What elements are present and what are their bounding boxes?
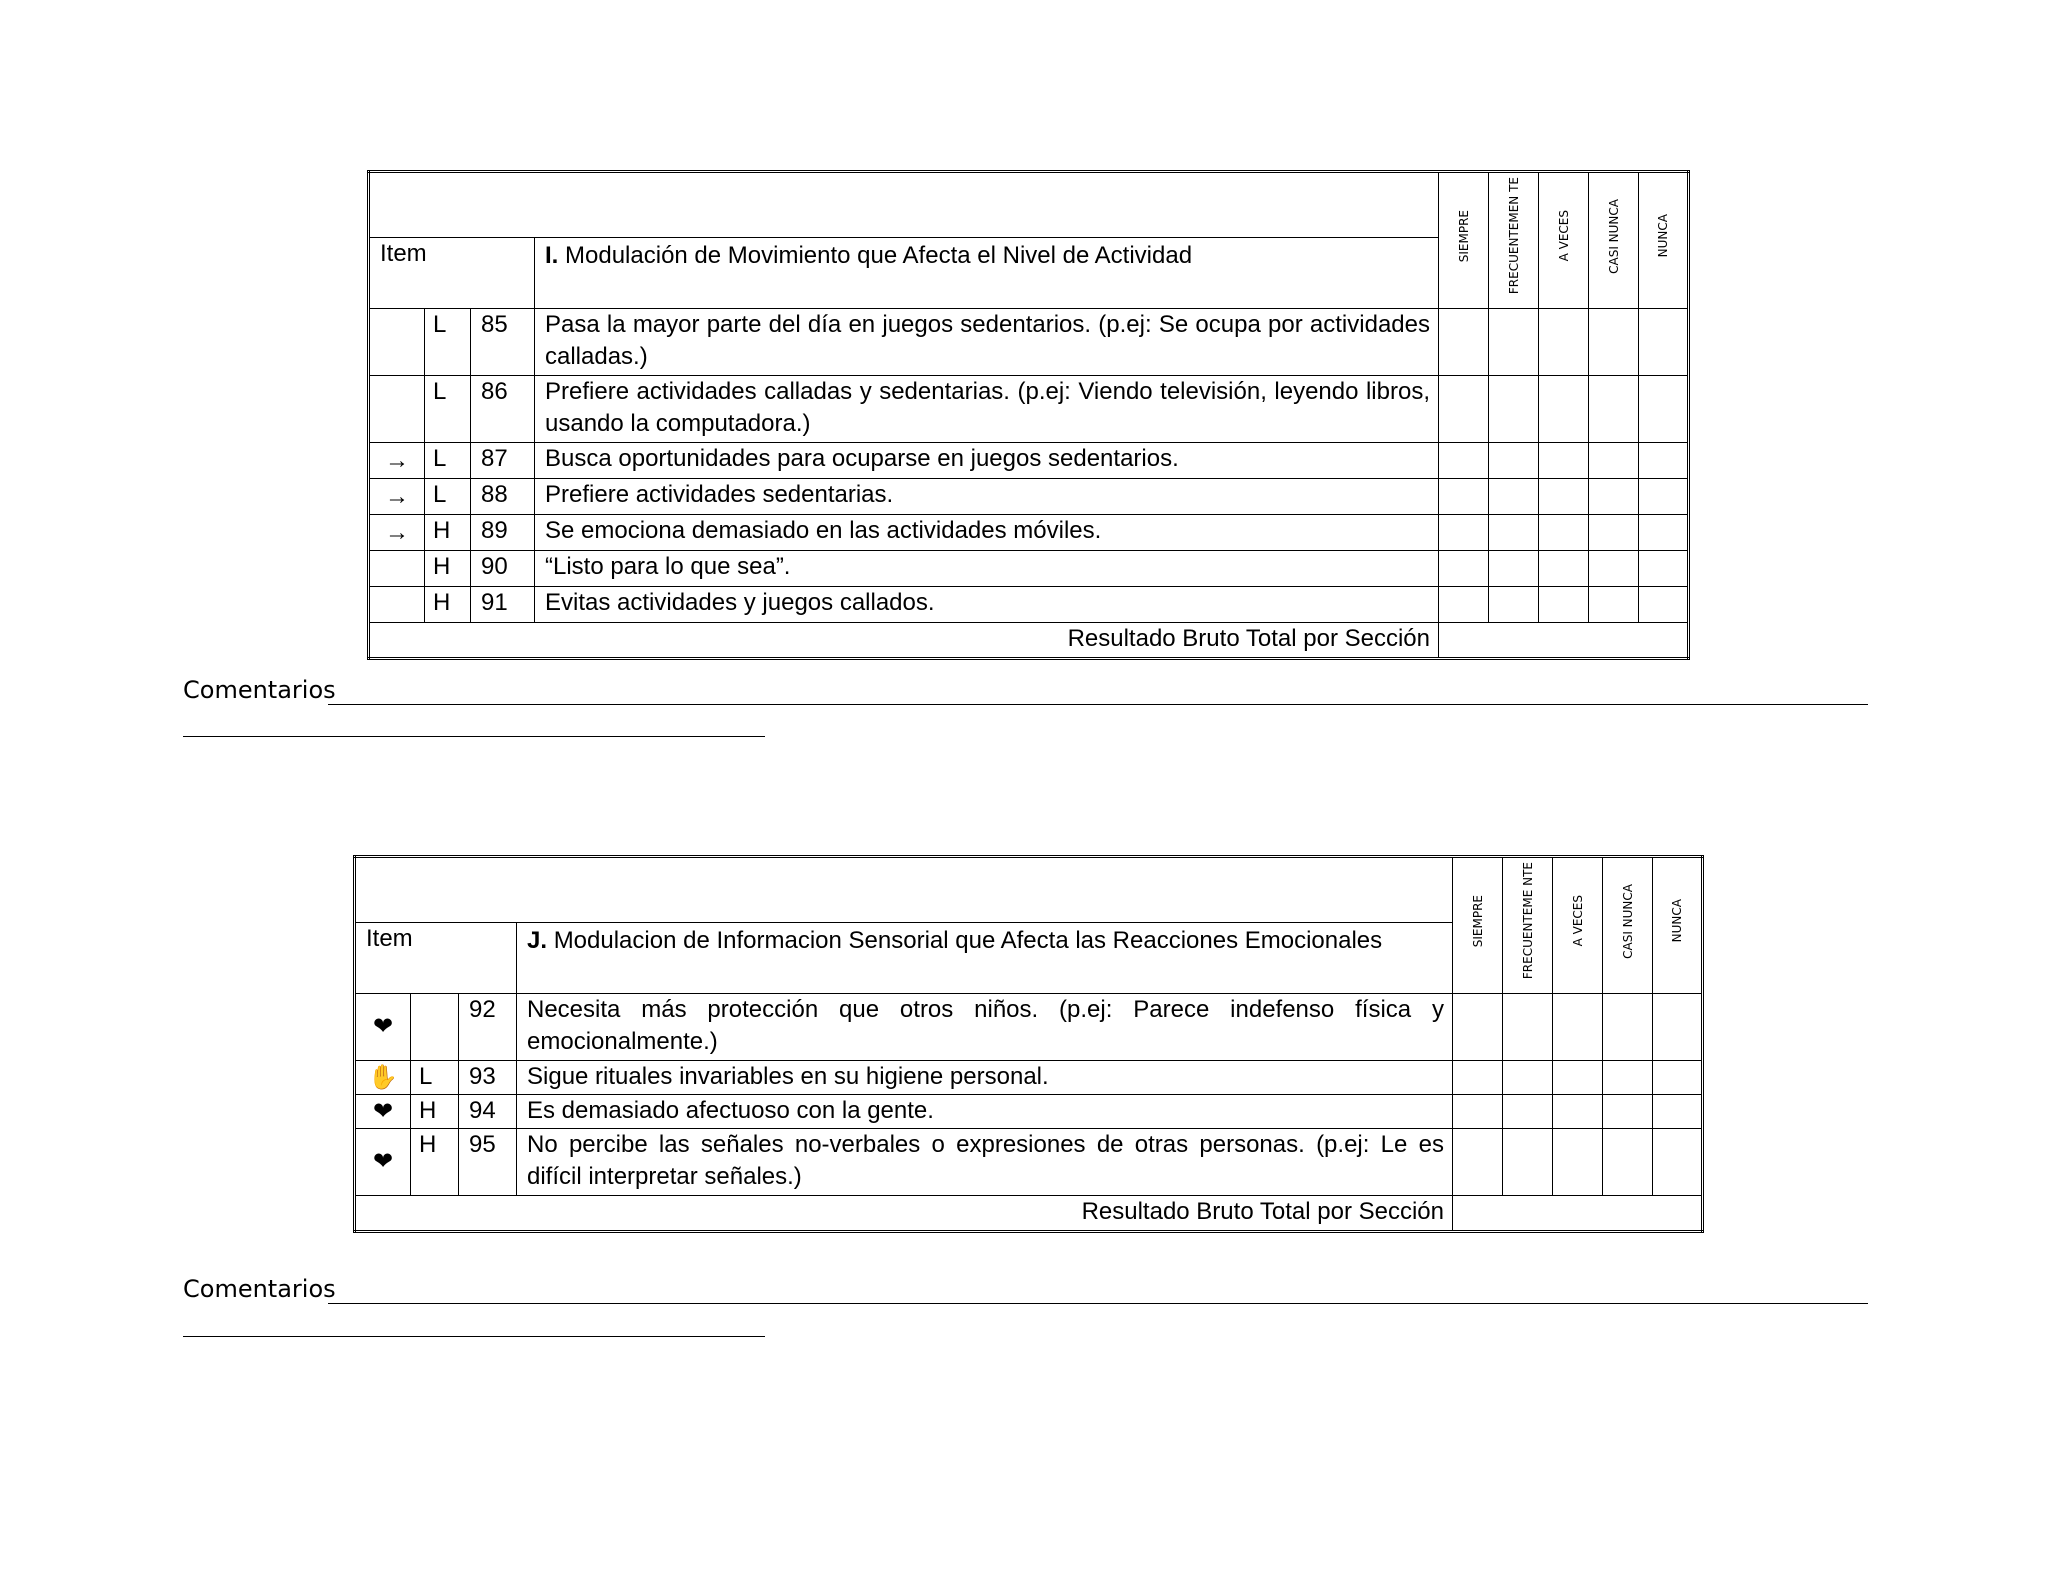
response-cell[interactable] (1503, 1095, 1553, 1129)
heart-icon: ❤ (355, 994, 411, 1061)
section-i-header-blank (369, 172, 1439, 238)
response-cell[interactable] (1489, 309, 1539, 376)
response-cell[interactable] (1539, 551, 1589, 587)
item-description: Se emociona demasiado en las actividades móviles. (535, 515, 1439, 551)
arrow-right-icon: → (369, 443, 425, 479)
response-cell[interactable] (1439, 479, 1489, 515)
column-header-frecuentemente: FRECUENTEME NTE (1503, 857, 1553, 994)
response-cell[interactable] (1489, 551, 1539, 587)
response-cell[interactable] (1539, 309, 1589, 376)
response-cell[interactable] (1539, 376, 1589, 443)
comments-label: Comentarios (183, 1275, 336, 1303)
table-row: L 86 Prefiere actividades calladas y sedentarias. (p.ej: Viendo televisión, leyendo libros, usando la computadora.) (369, 376, 1689, 443)
response-cell[interactable] (1439, 515, 1489, 551)
response-cell[interactable] (1503, 994, 1553, 1061)
response-cell[interactable] (1489, 515, 1539, 551)
response-cell[interactable] (1539, 479, 1589, 515)
column-header-frecuentemente: FRECUENTEMEN TE (1489, 172, 1539, 309)
response-cell[interactable] (1439, 551, 1489, 587)
response-cell[interactable] (1639, 479, 1689, 515)
response-cell[interactable] (1653, 1129, 1703, 1196)
section-i-title: I. Modulación de Movimiento que Afecta el Nivel de Actividad (535, 238, 1439, 309)
comments-label: Comentarios (183, 676, 336, 704)
response-cell[interactable] (1439, 443, 1489, 479)
response-cell[interactable] (1453, 1095, 1503, 1129)
response-cell[interactable] (1603, 994, 1653, 1061)
table-row: H 91 Evitas actividades y juegos callados. (369, 587, 1689, 623)
response-cell[interactable] (1439, 587, 1489, 623)
response-cell[interactable] (1653, 994, 1703, 1061)
section-j-title: J. Modulacion de Informacion Sensorial que Afecta las Reacciones Emocionales (517, 923, 1453, 994)
response-cell[interactable] (1589, 515, 1639, 551)
table-row: ✋ L 93 Sigue rituales invariables en su higiene personal. (355, 1061, 1703, 1095)
column-header-siempre: SIEMPRE (1439, 172, 1489, 309)
response-cell[interactable] (1553, 1061, 1603, 1095)
item-description: Es demasiado afectuoso con la gente. (517, 1095, 1453, 1129)
comments-input-line-2[interactable] (183, 1318, 765, 1337)
comments-input-line[interactable] (328, 674, 1868, 705)
total-row (369, 623, 1689, 659)
table-row: L 85 Pasa la mayor parte del día en juegos sedentarios. (p.ej: Se ocupa por actividades calladas.) (369, 309, 1689, 376)
response-cell[interactable] (1603, 1095, 1653, 1129)
response-cell[interactable] (1439, 376, 1489, 443)
item-header: Item (369, 238, 535, 309)
response-cell[interactable] (1653, 1061, 1703, 1095)
item-header: Item (355, 923, 517, 994)
response-cell[interactable] (1639, 309, 1689, 376)
table-row: ❤ H 94 Es demasiado afectuoso con la gente. (355, 1095, 1703, 1129)
table-row: H 90 “Listo para lo que sea”. (369, 551, 1689, 587)
column-header-a-veces: A VECES (1539, 172, 1589, 309)
response-cell[interactable] (1439, 309, 1489, 376)
column-header-casi-nunca: CASI NUNCA (1603, 857, 1653, 994)
total-label: Resultado Bruto Total por Sección (355, 1196, 1453, 1232)
comments-input-line[interactable] (328, 1273, 1868, 1304)
item-description: Busca oportunidades para ocuparse en juegos sedentarios. (535, 443, 1439, 479)
response-cell[interactable] (1603, 1129, 1653, 1196)
response-cell[interactable] (1589, 479, 1639, 515)
table-row: → H 89 Se emociona demasiado en las actividades móviles. (369, 515, 1689, 551)
total-row (355, 1196, 1703, 1232)
response-cell[interactable] (1553, 1095, 1603, 1129)
item-description: Pasa la mayor parte del día en juegos sedentarios. (p.ej: Se ocupa por actividades calladas.) (535, 309, 1439, 376)
response-cell[interactable] (1589, 309, 1639, 376)
response-cell[interactable] (1639, 515, 1689, 551)
heart-icon: ❤ (355, 1129, 411, 1196)
response-cell[interactable] (1489, 587, 1539, 623)
response-cell[interactable] (1503, 1061, 1553, 1095)
response-cell[interactable] (1453, 994, 1503, 1061)
arrow-right-icon: → (369, 515, 425, 551)
column-header-siempre: SIEMPRE (1453, 857, 1503, 994)
response-cell[interactable] (1603, 1061, 1653, 1095)
table-row: → L 88 Prefiere actividades sedentarias. (369, 479, 1689, 515)
response-cell[interactable] (1639, 376, 1689, 443)
item-description: “Listo para lo que sea”. (535, 551, 1439, 587)
response-cell[interactable] (1453, 1129, 1503, 1196)
total-label: Resultado Bruto Total por Sección (369, 623, 1439, 659)
response-cell[interactable] (1539, 587, 1589, 623)
section-j-header-blank (355, 857, 1453, 923)
arrow-right-icon: → (369, 479, 425, 515)
section-i-table (367, 170, 1690, 660)
response-cell[interactable] (1539, 443, 1589, 479)
table-row: → L 87 Busca oportunidades para ocuparse en juegos sedentarios. (369, 443, 1689, 479)
item-description: No percibe las señales no-verbales o expresiones de otras personas. (p.ej: Le es difícil interpretar señales.) (517, 1129, 1453, 1196)
item-description: Prefiere actividades sedentarias. (535, 479, 1439, 515)
response-cell[interactable] (1639, 443, 1689, 479)
response-cell[interactable] (1553, 994, 1603, 1061)
item-description: Evitas actividades y juegos callados. (535, 587, 1439, 623)
column-header-nunca: NUNCA (1639, 172, 1689, 309)
response-cell[interactable] (1589, 587, 1639, 623)
heart-icon: ❤ (355, 1095, 411, 1129)
response-cell[interactable] (1503, 1129, 1553, 1196)
response-cell[interactable] (1553, 1129, 1603, 1196)
response-cell[interactable] (1589, 376, 1639, 443)
column-header-nunca: NUNCA (1653, 857, 1703, 994)
section-j-table (353, 855, 1704, 1233)
table-row: ❤ H 95 No percibe las señales no-verbales o expresiones de otras personas. (p.ej: Le es difícil interpretar señales.) (355, 1129, 1703, 1196)
response-cell[interactable] (1539, 515, 1589, 551)
response-cell[interactable] (1489, 443, 1539, 479)
table-row: ❤ 92 Necesita más protección que otros niños. (p.ej: Parece indefenso física y emocionalmente.) (355, 994, 1703, 1061)
column-header-casi-nunca: CASI NUNCA (1589, 172, 1639, 309)
hand-icon: ✋ (355, 1061, 411, 1095)
response-cell[interactable] (1489, 479, 1539, 515)
item-description: Sigue rituales invariables en su higiene personal. (517, 1061, 1453, 1095)
comments-input-line-2[interactable] (183, 718, 765, 737)
response-cell[interactable] (1653, 1095, 1703, 1129)
response-cell[interactable] (1639, 551, 1689, 587)
total-score-cell[interactable] (1439, 623, 1689, 659)
response-cell[interactable] (1639, 587, 1689, 623)
response-cell[interactable] (1489, 376, 1539, 443)
column-header-a-veces: A VECES (1553, 857, 1603, 994)
item-description: Prefiere actividades calladas y sedentarias. (p.ej: Viendo televisión, leyendo libros, usando la computadora.) (535, 376, 1439, 443)
response-cell[interactable] (1589, 551, 1639, 587)
total-score-cell[interactable] (1453, 1196, 1703, 1232)
item-description: Necesita más protección que otros niños. (p.ej: Parece indefenso física y emocionalmente.) (517, 994, 1453, 1061)
response-cell[interactable] (1589, 443, 1639, 479)
response-cell[interactable] (1453, 1061, 1503, 1095)
